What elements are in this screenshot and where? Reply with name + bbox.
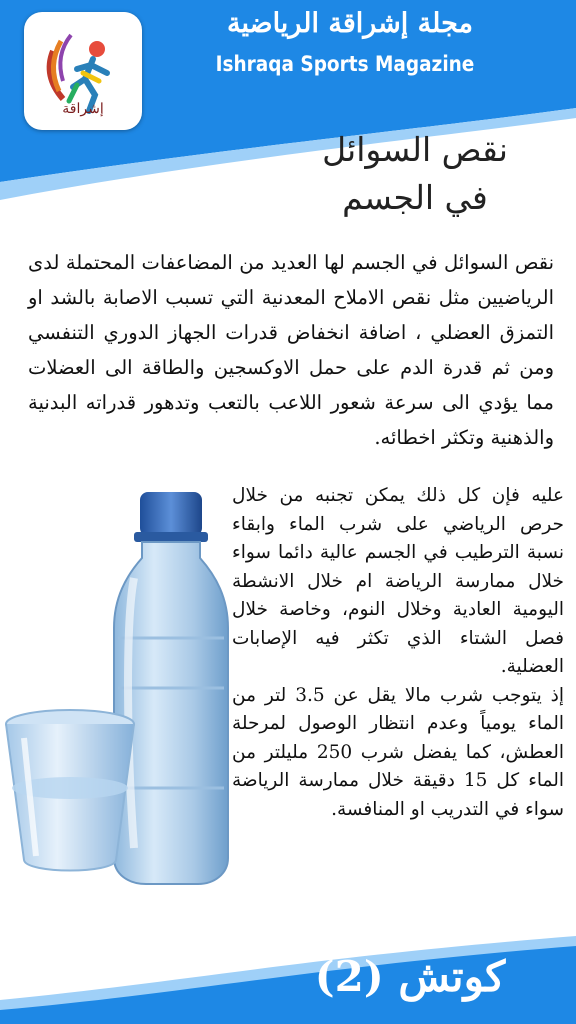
magazine-logo <box>24 12 142 130</box>
article-title-line-2: في الجسم <box>342 178 488 217</box>
footer-series-label: كوتش (2) <box>314 952 506 1001</box>
magazine-title-arabic: مجلة إشراقة الرياضية <box>227 8 473 39</box>
intro-paragraph: نقص السوائل في الجسم لها العديد من المضاعفات المحتملة لدى الرياضيين مثل نقص الاملاح المعدنية التي تسبب الاصابة بالشد او التمزق العضلي ، اضافة انخفاض قدرات الجهاز الدوري التنفسي ومن ثم قدرة الدم على حمل الاوكسجين والطاقة الى العضلات مما يؤدي الى سرعة شعور اللاعب بالتعب وتدهور قدراته البدنية والذهنية وتكثر اخطائه. <box>28 251 554 449</box>
water-bottle-icon <box>114 492 228 884</box>
paragraph-water-amount: إذ يتوجب شرب مالا يقل عن 3.5 لتر من الماء يومياً وعدم انتظار الوصول لمرحلة العطش، كما يفضل شرب 250 مليلتر من الماء كل 15 دقيقة خلال ممارسة الرياضة سواء في التدريب او المنافسة. <box>232 684 565 820</box>
logo-text: إشراقة <box>62 101 104 117</box>
runner-logo-icon <box>33 21 133 121</box>
magazine-title-english: Ishraqa Sports Magazine <box>215 52 475 76</box>
article-title <box>270 126 560 222</box>
paragraph-hydration: عليه فإن كل ذلك يمكن تجنبه من خلال حرص الرياضي على شرب الماء وابقاء نسبة الترطيب في الجسم عالية دائما سواء خلال ممارسة الرياضة ام خلال الانشطة اليومية العادية وخلال النوم، وخاصة خلال فصل الشتاء الذي تكثر فيه الإصابات العضلية. <box>232 485 564 677</box>
article-title-line-1: نقص السوائل <box>322 130 508 169</box>
water-glass-icon <box>6 710 134 871</box>
water-bottle-and-glass-illustration <box>2 488 242 888</box>
article-body <box>232 482 564 824</box>
